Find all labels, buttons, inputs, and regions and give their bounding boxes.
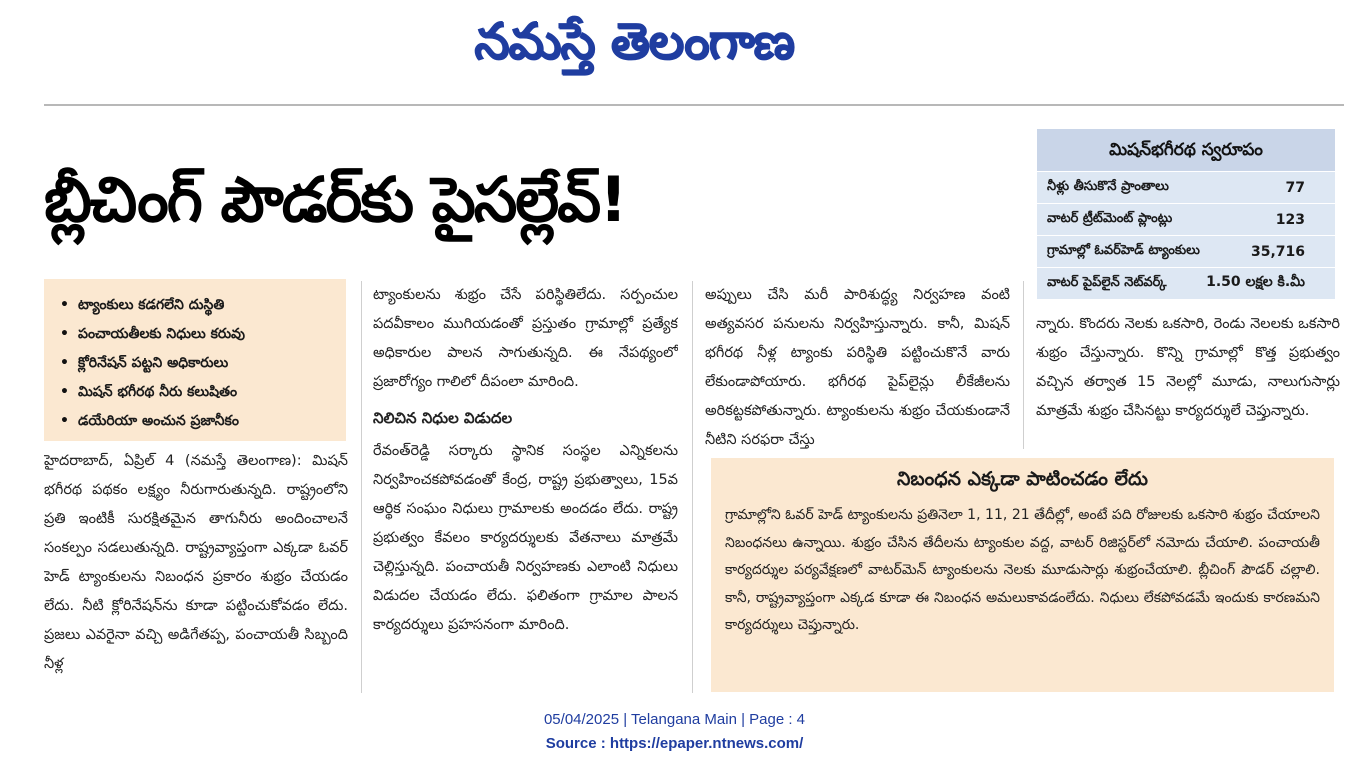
column-paragraph: హైదరాబాద్, ఏప్రిల్ 4 (నమస్తే తెలంగాణ): మిషన్ భగీరథ పథకం లక్ష్యం నీరుగారుతున్నది. రాష్ట్రంలోని ప్రతి ఇంటికీ సురక్షితమైన తాగునీరు అందించాలనే సంకల్పం సడలుతున్నది. రాష్ట్రవ్యాప్తంగా ఎక్కడా ఓవర్ హెడ్ ట్యాంకులను నిబంధన ప్రకారం శుభ్రం చేయడం లేదు. నీటి క్లోరినేషన్‌ను కూడా పట్టించుకోవడం లేదు. ప్రజలు ఎవరైనా వచ్చి అడిగేతప్ప, పంచాయతీ సిబ్బంది నీళ్ల xyxy=(44,453,348,672)
infobox-row-value: 35,716 xyxy=(1250,243,1305,260)
highlight-item: • ట్యాంకులు కడగలేని దుస్థితి xyxy=(60,291,338,320)
infobox-row-value: 77 xyxy=(1285,179,1305,196)
masthead-logo: నమస్తే తెలంగాణ xyxy=(474,12,794,70)
infobox-row xyxy=(1037,235,1335,267)
article-column-3 xyxy=(705,281,1010,449)
infobox-row xyxy=(1037,203,1335,235)
column-paragraph: ట్యాంకులను శుభ్రం చేసే పరిస్థితిలేదు. సర్పంచుల పదవీకాలం ముగియడంతో ప్రస్తుతం గ్రామాల్లో ప్రత్యేక అధికారుల పాలన సాగుతున్నది. ఈ నేపథ్యంలో ప్రజారోగ్యం గాలిలో దీపంలా మారింది. xyxy=(373,287,678,390)
masthead xyxy=(0,0,1349,100)
rule-not-followed-box xyxy=(711,458,1334,692)
highlights-box xyxy=(44,279,346,441)
column-paragraph: న్నారు. కొందరు నెలకు ఒకసారి, రెండు నెలలకు ఒకసారి శుభ్రం చేస్తున్నారు. కొన్ని గ్రామాల్లో కొత్త ప్రభుత్వం వచ్చిన తర్వాత 15 నెలల్లో మూడు, నాలుగుసార్లు మాత్రమే శుభ్రం చేసినట్టు కార్యదర్శులే చెప్తున్నారు. xyxy=(1036,316,1340,419)
infobox-row-value: 1.50 లక్షల కి.మీ xyxy=(1206,274,1305,290)
column-divider xyxy=(1023,281,1024,449)
highlight-item: • క్లోరినేషన్ పట్టని అధికారులు xyxy=(60,349,338,378)
mission-bhagiratha-infobox xyxy=(1037,129,1335,299)
box-body: గ్రామాల్లోని ఓవర్ హెడ్ ట్యాంకులను ప్రతినెలా 1, 11, 21 తేదీల్లో, అంటే పది రోజులకు ఒకసారి శుభ్రం చేయాలని నిబంధనలు ఉన్నాయి. శుభ్రం చేసిన తేదీలను ట్యాంకుల వద్ద, వాటర్ రిజిస్టర్‌లో నమోదు చేయాలి. పంచాయతీ కార్యదర్శుల పర్యవేక్షణలో వాటర్‌మెన్ ట్యాంకులను నెలకు మూడుసార్లు శుభ్రంచేయాలి. బ్లీచింగ్ పౌడర్ చల్లాలి. కానీ, రాష్ట్రవ్యాప్తంగా ఎక్కడ కూడా ఈ నిబంధన అమలుకావడంలేదు. నిధులు లేకపోవడమే ఇందుకు కారణమని కార్యదర్శులు చెప్తున్నారు. xyxy=(725,507,1320,633)
article-column-2 xyxy=(373,281,678,693)
infobox-row-value: 123 xyxy=(1275,211,1305,228)
infobox-title: మిషన్‌భగీరథ స్వరూపం xyxy=(1037,129,1335,171)
article-column-4 xyxy=(1036,310,1340,450)
column-paragraph: రేవంత్‌రెడ్డి సర్కారు స్థానిక సంస్థల ఎన్నికలను నిర్వహించకపోవడంతో కేంద్ర, రాష్ట్ర ప్రభుత్వాలు, 15వ ఆర్థిక సంఘం నిధులు గ్రామాలకు అందడం లేదు. రాష్ట్ర ప్రభుత్వం కేవలం కార్యదర్శులకు వేతనాలు మాత్రమే చెల్లిస్తున్నది. పంచాయతీ నిర్వహణకు ఎలాంటి నిధులు విడుదల చేయడం లేదు. ఫలితంగా గ్రామాల పాలన కార్యదర్శులు ప్రహసనంగా మారింది. xyxy=(373,443,678,633)
highlight-item: • పంచాయతీలకు నిధులు కరువు xyxy=(60,320,338,349)
edition-info: 05/04/2025 | Telangana Main | Page : 4 xyxy=(543,711,806,728)
source-footer xyxy=(0,708,1349,756)
column-divider xyxy=(692,281,693,693)
infobox-row xyxy=(1037,171,1335,203)
column-subheading: నిలిచిన నిధుల విడుదల xyxy=(373,409,513,427)
infobox-row-label: గ్రామాల్లో ఓవర్‌హెడ్ ట్యాంకులు xyxy=(1047,242,1200,258)
article-column-1 xyxy=(44,447,348,693)
box-title: నిబంధన ఎక్కడా పాటించడం లేదు xyxy=(897,468,1148,490)
infobox-row-label: నీళ్లు తీసుకొనే ప్రాంతాలు xyxy=(1047,178,1169,194)
highlight-item: • మిషన్ భగీరథ నీరు కలుషితం xyxy=(60,378,338,407)
highlight-item: • డయేరియా అంచున ప్రజానీకం xyxy=(60,407,338,436)
infobox-row-label: వాటర్ పైప్‌లైన్ నెట్‌వర్క్ xyxy=(1047,274,1167,290)
infobox-row-label: వాటర్ ట్రీట్‌మెంట్ ప్లాంట్లు xyxy=(1047,210,1173,226)
headline: బ్లీచింగ్ పౌడర్‌కు పైసల్లేవ్! xyxy=(44,163,626,236)
infobox-row xyxy=(1037,267,1335,299)
source-link[interactable]: Source : https://epaper.ntnews.com/ xyxy=(545,735,804,752)
masthead-divider xyxy=(44,104,1344,106)
column-paragraph: అప్పులు చేసి మరీ పారిశుద్ధ్య నిర్వహణ వంటి అత్యవసర పనులను నిర్వహిస్తున్నారు. కానీ, మిషన్ భగీరథ నీళ్ల ట్యాంకు పరిస్థితి పట్టించుకొనే వారు లేకుండాపోయారు. భగీరథ పైప్‌లైన్లు లీకేజీలను అరికట్టకపోతున్నారు. ట్యాంకులను శుభ్రం చేయకుండానే నీటిని సరఫరా చేస్తు xyxy=(705,287,1010,448)
column-divider xyxy=(361,281,362,693)
